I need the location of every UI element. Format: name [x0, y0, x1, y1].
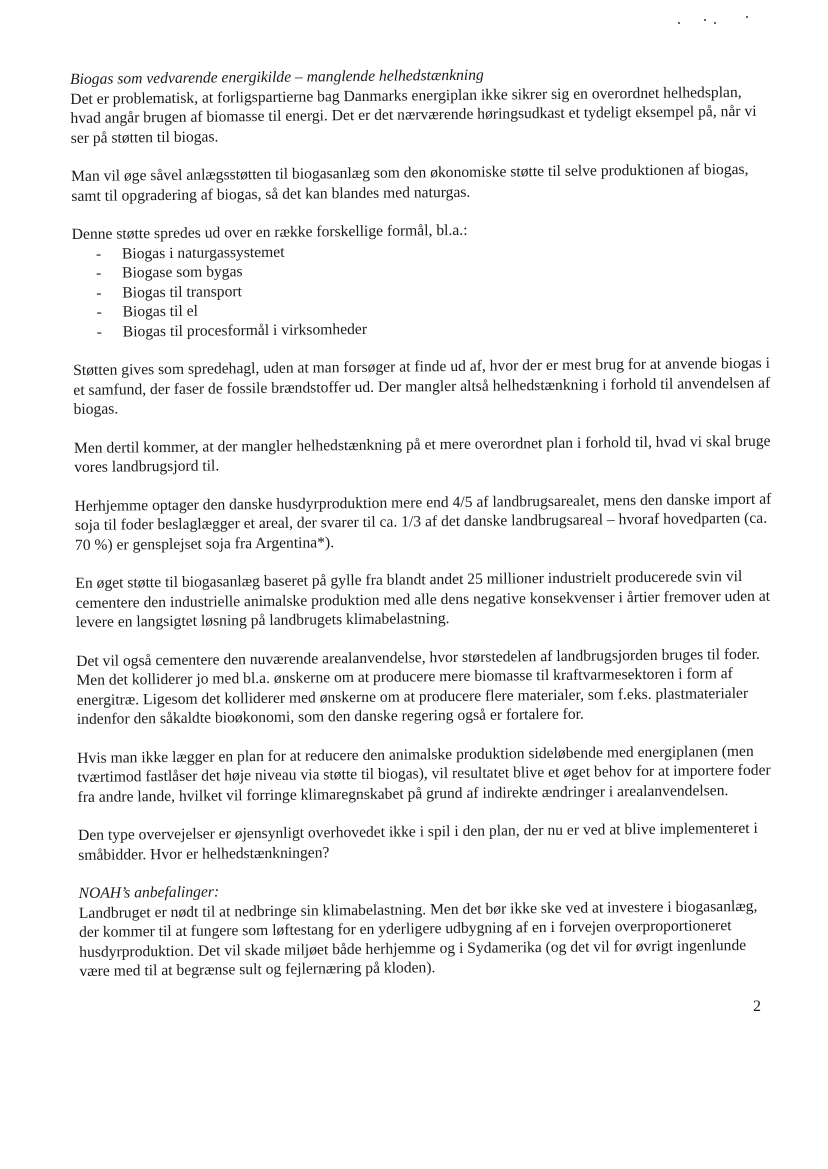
paragraph-scattershot: Støtten gives som spredehagl, uden at man forsøger at finde ud af, hvor der er mest brug for at anvende biogas i et samfund, der faser de fossile brændstoffer ud. Der mangler altså helhedstænkning i forhold til anvendelsen af biogas.	[73, 354, 771, 418]
paragraph-livestock-area: Herhjemme optager den danske husdyrproduktion mere end 4/5 af landbrugsarealet, mens den danske import af soja til foder beslaglægger et areal, der svarer til ca. 1/3 af det danske landbrugsareal – hvoraf hovedparten (ca. 70 %) er gensplejset soja fra Argentina*).	[74, 490, 772, 554]
list-item: - Biogas til procesformål i virksomheder	[96, 320, 368, 341]
paragraph-recommendations: Landbruget er nødt til at nedbringe sin klimabelastning. Men det bør ikke ske ved at investere i biogasanlæg, der kommer til at fungere som løftestang for en yderligere udbygning af en i forvejen overproportioneret husdyrproduktion. Det vil skade miljøet både herhjemme og i Sydamerika (og det vil for øvrigt ingenlunde være med til at begrænse sult og fejlernæring på kloden).	[78, 897, 758, 980]
paragraph-intro: Det er problematisk, at forligspartierne bag Danmarks energiplan ikke sikrer sig en overordnet helhedsplan, hvad angår brugen af biomasse til energi. Det er det nærværende høringsudkast et tydeligt eksempel på, når vi ser på støtten til biogas.	[70, 83, 757, 147]
section-recommendations	[79, 877, 780, 982]
document-body	[70, 63, 780, 1001]
list-dash: -	[95, 245, 102, 263]
paragraph-support-purposes: Denne støtte spredes ud over en række forskellige formål, bl.a.:	[71, 221, 468, 243]
paragraph-holistic-question: Den type overvejelser er øjensynligt overhovedet ikke i spil i den plan, der nu er ved at blive implementeret i småbidder. Hvor er helhedstænkningen?	[77, 819, 758, 864]
list-item: - Biogas til el	[96, 302, 198, 321]
list-dash: -	[96, 303, 102, 321]
paragraph-area-cementing: Det vil også cementere den nuværende arealanvendelse, hvor størstedelen af landbrugsjorden bruges til foder. Men det kolliderer jo med bl.a. ønskerne om at producere mere biomasse til kraftvarmesektoren i form af energitræ. Ligesom det kolliderer med ønskerne om at producere flere materialer, som f.eks. plastmaterialer indenfor den såkaldte bioøkonomi, som den danske regering også er fortalere for.	[76, 645, 760, 728]
purpose-list	[72, 237, 773, 342]
list-dash: -	[96, 284, 102, 302]
page-number: 2	[753, 998, 761, 1015]
scan-artifact-dots	[672, 10, 762, 26]
section-heading-recommendations: NOAH’s anbefalinger:	[78, 883, 220, 902]
list-dash: -	[96, 264, 102, 282]
paragraph-support-increase: Man vil øge såvel anlægsstøtten til biogasanlæg som den økonomiske støtte til selve produktionen af biogas, samt til opgradering af biogas, så det kan blandes med naturgas.	[71, 160, 749, 205]
section-biogas	[70, 63, 771, 148]
paragraph-land-use: Men dertil kommer, at der mangler helhedstænkning på et mere overordnet plan i forhold til, hvad vi skal bruge vores landbrugsjord til.	[73, 432, 771, 476]
list-dash: -	[96, 323, 103, 341]
paragraph-feed-import: Hvis man ikke lægger en plan for at reducere den animalske produktion sideløbende med energiplanen (men tværtimod fastlåser det høje niveau via støtte til biogas), vil resultatet blive et øget behov for at importere foder fra andre lande, hvilket vil forringe klimaregnskabet på grund af indirekte ændringer i arealanvendelsen.	[77, 742, 771, 806]
list-item: - Biogase som bygas	[96, 263, 243, 282]
list-item: - Biogas i naturgassystemet	[95, 243, 285, 263]
paragraph-manure-biogas: En øget støtte til biogasanlæg baseret på gylle fra blandt andet 25 millioner industrielt producerede svin vil cementere den industrielle animalske produktion med alle dens negative konsekvenser i årtier fremover uden at levere en langsigtet løsning på landbrugets klimabelastning.	[75, 567, 771, 631]
section-heading-biogas: Biogas som vedvarende energikilde – manglende helhedstænkning	[70, 66, 484, 88]
list-item: - Biogas til transport	[96, 282, 242, 302]
